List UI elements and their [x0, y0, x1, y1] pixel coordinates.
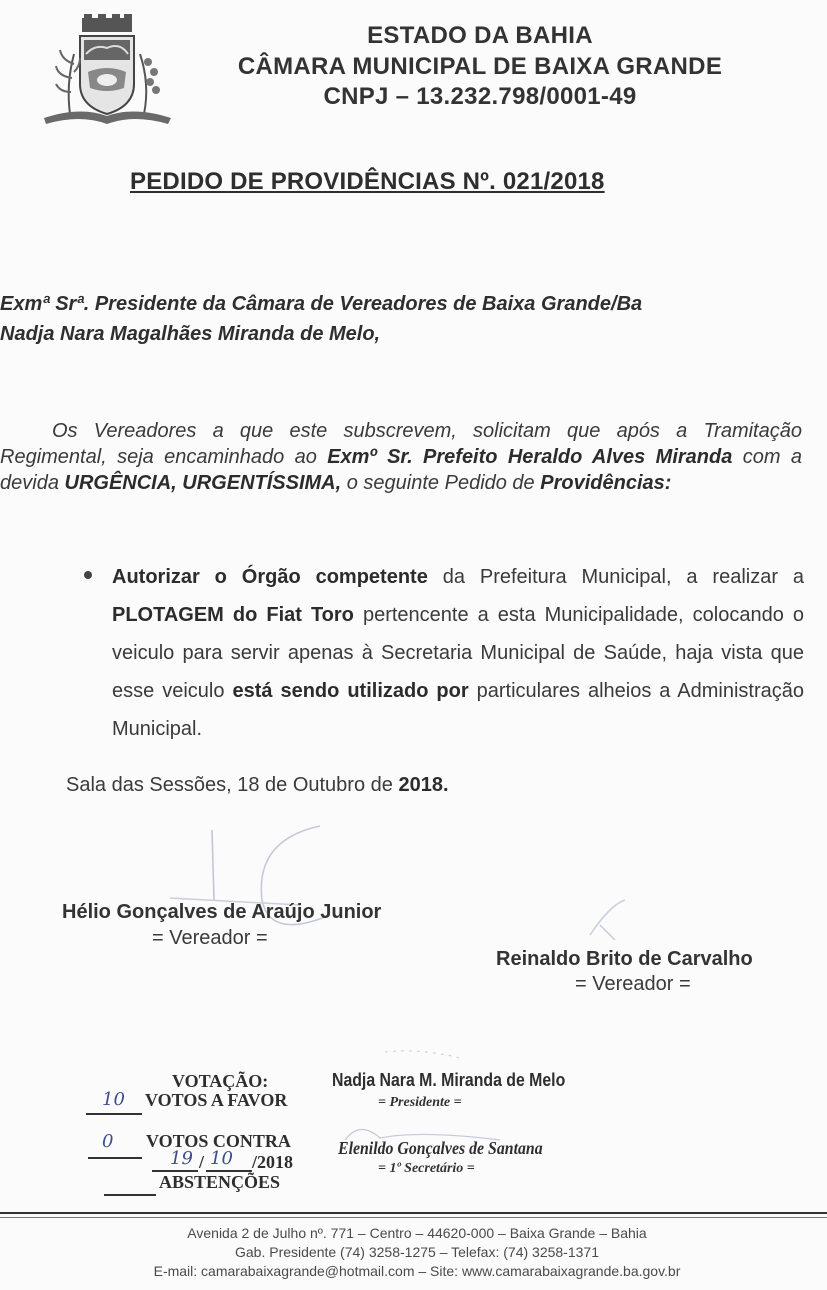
footer-divider-thin [0, 1217, 827, 1218]
president-role: = Presidente = [378, 1095, 462, 1110]
footer-contact: E-mail: camarabaixagrande@hotmail.com – Site: www.camarabaixagrande.ba.gov.br [153, 1263, 681, 1279]
signatory-2-role: = Vereador = [575, 973, 691, 995]
date-month-blank [206, 1150, 252, 1172]
request-part-1: Autorizar o Órgão competente [112, 566, 428, 588]
footer-divider [0, 1212, 827, 1214]
secretary-name: Elenildo Gonçalves de Santana [338, 1138, 543, 1158]
footer-address: Avenida 2 de Julho nº. 771 – Centro – 44620-000 – Baixa Grande – Bahia [187, 1225, 647, 1241]
votes-favor-blank [86, 1089, 142, 1115]
session-year: 2018. [398, 774, 449, 796]
date-month-value: 10 [210, 1148, 233, 1169]
header-cnpj: CNPJ – 13.232.798/0001-49 [323, 83, 637, 110]
request-part-5: está sendo utilizado por [232, 680, 469, 702]
document-title: PEDIDO DE PROVIDÊNCIAS Nº. 021/2018 [130, 168, 605, 195]
date-day-blank [152, 1150, 198, 1172]
request-item [112, 558, 804, 748]
bullet-icon [84, 571, 92, 579]
abstencoes-label: ABSTENÇÕES [159, 1172, 281, 1192]
with-the-text: com a devida [0, 446, 802, 494]
date-year: /2018 [252, 1152, 294, 1172]
secretary-role: = 1º Secretário = [378, 1161, 475, 1176]
recipient-text: Exmº Sr. Prefeito Heraldo Alves Miranda [327, 446, 733, 468]
votes-favor-value: 10 [102, 1089, 125, 1110]
date-day-value: 19 [170, 1148, 193, 1169]
votes-contra-blank [88, 1133, 142, 1159]
votes-contra-label: VOTOS CONTRA [146, 1131, 291, 1151]
header-chamber-name: CÂMARA MUNICIPAL DE BAIXA GRANDE [237, 53, 723, 80]
signatory-1-role: = Vereador = [152, 927, 268, 949]
signatory-1-name: Hélio Gonçalves de Araújo Junior [62, 901, 382, 923]
request-part-2: da Prefeitura Municipal, a realizar a [442, 566, 805, 588]
request-intro-paragraph [0, 418, 802, 496]
date-separator: / [199, 1152, 205, 1172]
municipal-coat-of-arms-icon [40, 14, 175, 126]
session-date-line [66, 774, 449, 797]
abstencoes-blank [104, 1178, 156, 1196]
votes-favor-label: VOTOS A FAVOR [145, 1090, 288, 1110]
following-text: o seguinte Pedido de [346, 472, 535, 494]
president-name: Nadja Nara M. Miranda de Melo [332, 1070, 566, 1090]
signatory-2-name: Reinaldo Brito de Carvalho [496, 948, 753, 970]
intro-text: Os Vereadores a que este subscrevem, solicitam que após a Tramitação Regimental, seja encaminhado ao [0, 420, 802, 468]
providencias-text: Providências: [540, 472, 672, 494]
request-part-4: pertencente a esta Municipalidade, colocando o veiculo para servir apenas à Secretaria Municipal de Saúde, haja vista que esse veiculo [112, 604, 804, 702]
request-part-3: PLOTAGEM do Fiat Toro [112, 604, 354, 626]
addressee-line-1: Exmª Srª. Presidente da Câmara de Vereadores de Baixa Grande/Ba [0, 293, 643, 315]
request-part-6: particulares alheios a Administração Municipal. [112, 680, 805, 740]
session-text: Sala das Sessões, 18 de Outubro de [66, 774, 393, 796]
footer-phones: Gab. Presidente (74) 3258-1275 – Telefax: (74) 3258-1371 [235, 1244, 599, 1260]
addressee-line-2: Nadja Nara Magalhães Miranda de Melo, [0, 323, 381, 345]
voting-title: VOTAÇÃO: [172, 1071, 269, 1091]
header-state: ESTADO DA BAHIA [367, 22, 593, 49]
urgency-text: URGÊNCIA, URGENTÍSSIMA, [64, 472, 342, 494]
votes-contra-value: 0 [102, 1131, 114, 1152]
